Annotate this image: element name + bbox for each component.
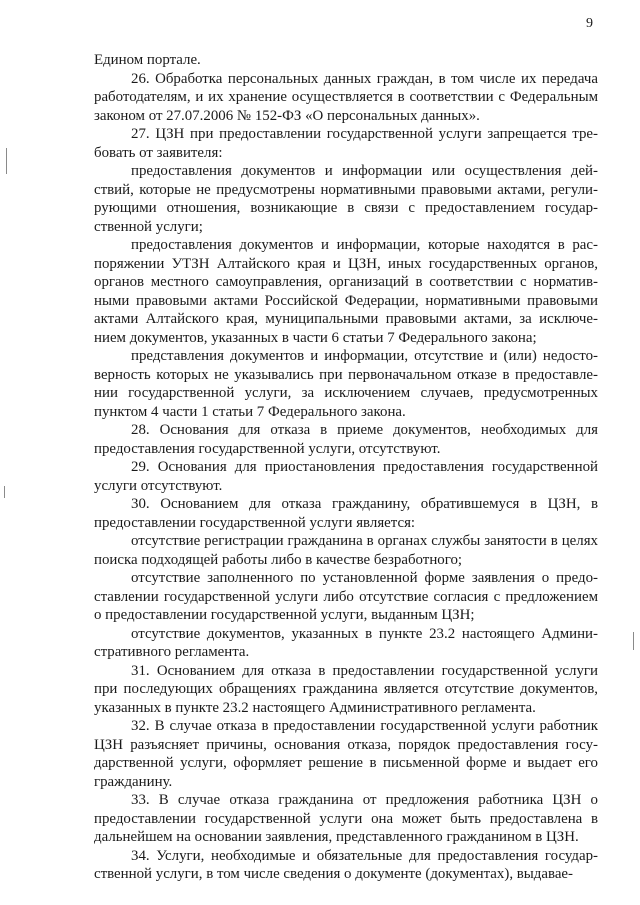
scan-mark-left [6, 148, 7, 174]
paragraph-30-item-1: отсутствие регистрации гражданина в органах службы занятости в целях поиска подходящей работы либо в качестве безработного; [94, 533, 598, 568]
document-body [94, 51, 598, 884]
paragraph-27-item-3: представления документов и информации, отсутствие и (или) недостоверность которых не указывались при первоначальном отказе в предоставлении государственной услуги, за исключением случаев, предусмотренных пунктом 4 части 1 статьи 7 Федерального закона. [94, 348, 598, 420]
paragraph-28: 28. Основания для отказа в приеме документов, необходимых для предоставления государственной услуги, отсутствуют. [94, 422, 598, 457]
paragraph-26: 26. Обработка персональных данных граждан, в том числе их передача работодателям, и их хранение осуществляется в соответствии с Федеральным законом от 27.07.2006 № 152-ФЗ «О персональных данных». [94, 70, 598, 124]
paragraph-27: 27. ЦЗН при предоставлении государственной услуги запрещается требовать от заявителя: [94, 126, 598, 161]
paragraph-30: 30. Основанием для отказа гражданину, обратившемуся в ЦЗН, в предоставлении государственной услуги является: [94, 496, 598, 531]
paragraph-continuation: Едином портале. [94, 52, 201, 68]
paragraph-30-item-3: отсутствие документов, указанных в пункте 23.2 настоящего Административного регламента. [94, 625, 598, 660]
scan-mark-left-lower [4, 486, 5, 498]
paragraph-27-item-1: предоставления документов и информации или осуществления действий, которые не предусмотрены нормативными правовыми актами, регулирующими отношения, возникающие в связи с предоставлением государственной услуги; [94, 163, 598, 235]
paragraph-34: 34. Услуги, необходимые и обязательные для предоставления государственной услуги, в том числе сведения о документе (документах), выдавае- [94, 847, 598, 882]
scan-mark-right [633, 632, 634, 650]
paragraph-32: 32. В случае отказа в предоставлении государственной услуги работник ЦЗН разъясняет причины, основания отказа, порядок предоставления государственной услуги, оформляет решение в письменной форме и выдает его гражданину. [94, 718, 598, 790]
paragraph-27-item-2: предоставления документов и информации, которые находятся в распоряжении УТЗН Алтайского края и ЦЗН, иных государственных органов, органов местного самоуправления, организаций в соответствии с нормативными правовыми актами Российской Федерации, нормативными правовыми актами Алтайского края, муниципальными правовыми актами, за исключением документов, указанных в части 6 статьи 7 Федерального закона; [94, 237, 598, 346]
paragraph-29: 29. Основания для приостановления предоставления государственной услуги отсутствуют. [94, 459, 598, 494]
page-number: 9 [586, 16, 593, 31]
paragraph-31: 31. Основанием для отказа в предоставлении государственной услуги при последующих обращениях гражданина является отсутствие документов, указанных в пункте 23.2 настоящего Административного регламента. [94, 662, 598, 716]
paragraph-33: 33. В случае отказа гражданина от предложения работника ЦЗН о предоставлении государственной услуги она может быть предоставлена в дальнейшем на основании заявления, представленного гражданином в ЦЗН. [94, 792, 598, 845]
paragraph-30-item-2: отсутствие заполненного по установленной форме заявления о предоставлении государственной услуги либо отсутствие согласия с предложением о предоставлении государственной услуги, выданным ЦЗН; [94, 570, 598, 623]
